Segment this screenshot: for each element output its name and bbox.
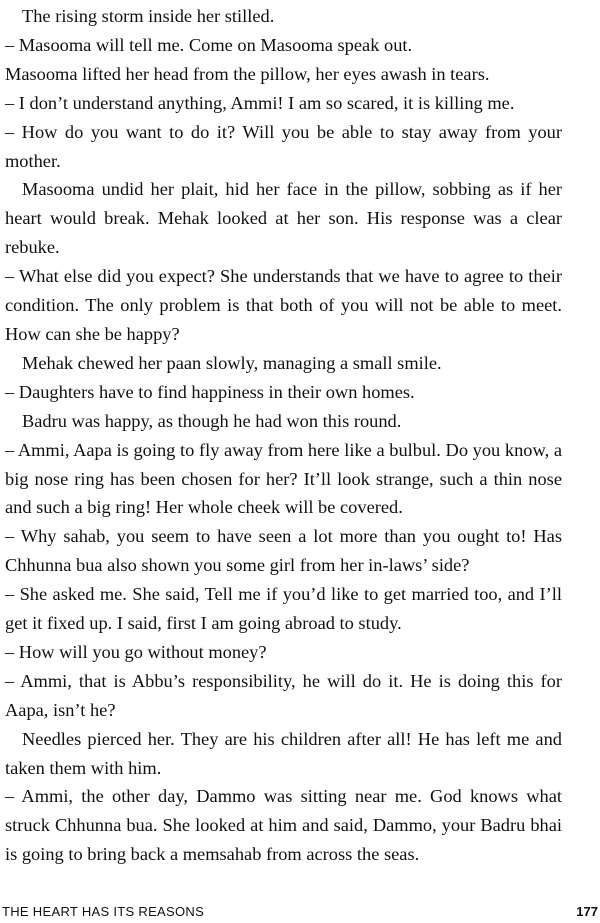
paragraph: – How do you want to do it? Will you be able to stay away from your mother. xyxy=(5,121,562,171)
paragraph: – She asked me. She said, Tell me if you’d like to get married too, and I’ll get it fixed up. I said, first I am going abroad to study. xyxy=(5,584,562,634)
paragraph: The rising storm inside her stilled. xyxy=(22,6,275,26)
body-text xyxy=(5,2,562,869)
paragraph: – Why sahab, you seem to have seen a lot more than you ought to! Has Chhunna bua also shown you some girl from her in-laws’ side? xyxy=(5,526,562,576)
paragraph: – What else did you expect? She understands that we have to agree to their condition. The only problem is that both of you will not be able to meet. How can she be happy? xyxy=(5,266,562,344)
paragraph: Badru was happy, as though he had won this round. xyxy=(22,410,402,431)
running-title: THE HEART HAS ITS REASONS xyxy=(2,904,205,919)
paragraph: – Ammi, the other day, Dammo was sitting near me. God knows what struck Chhunna bua. She looked at him and said, Dammo, your Badru bhai is going to bring back a memsahab from across the seas. xyxy=(5,786,562,865)
paragraph: – Masooma will tell me. Come on Masooma speak out. xyxy=(5,34,413,55)
paragraph: – Ammi, Aapa is going to fly away from here like a bulbul. Do you know, a big nose ring has been chosen for her? It’ll look strange, such a thin nose and such a big ring! Her whole cheek will be covered. xyxy=(5,439,562,518)
paragraph: Mehak chewed her paan slowly, managing a small smile. xyxy=(22,352,442,373)
page-number: 177 xyxy=(576,904,598,919)
paragraph: – Daughters have to find happiness in their own homes. xyxy=(5,381,415,402)
paragraph: Masooma lifted her head from the pillow, her eyes awash in tears. xyxy=(5,63,490,84)
paragraph: Masooma undid her plait, hid her face in the pillow, sobbing as if her heart would break. Mehak looked at her son. His response was a clear rebuke. xyxy=(5,179,562,258)
page-footer xyxy=(0,900,600,923)
paragraph: Needles pierced her. They are his children after all! He has left me and taken them with him. xyxy=(5,728,562,778)
paragraph: – Ammi, that is Abbu’s responsibility, he will do it. He is doing this for Aapa, isn’t he? xyxy=(5,670,562,720)
paragraph: – How will you go without money? xyxy=(5,641,267,662)
paragraph: – I don’t understand anything, Ammi! I am so scared, it is killing me. xyxy=(5,92,515,113)
